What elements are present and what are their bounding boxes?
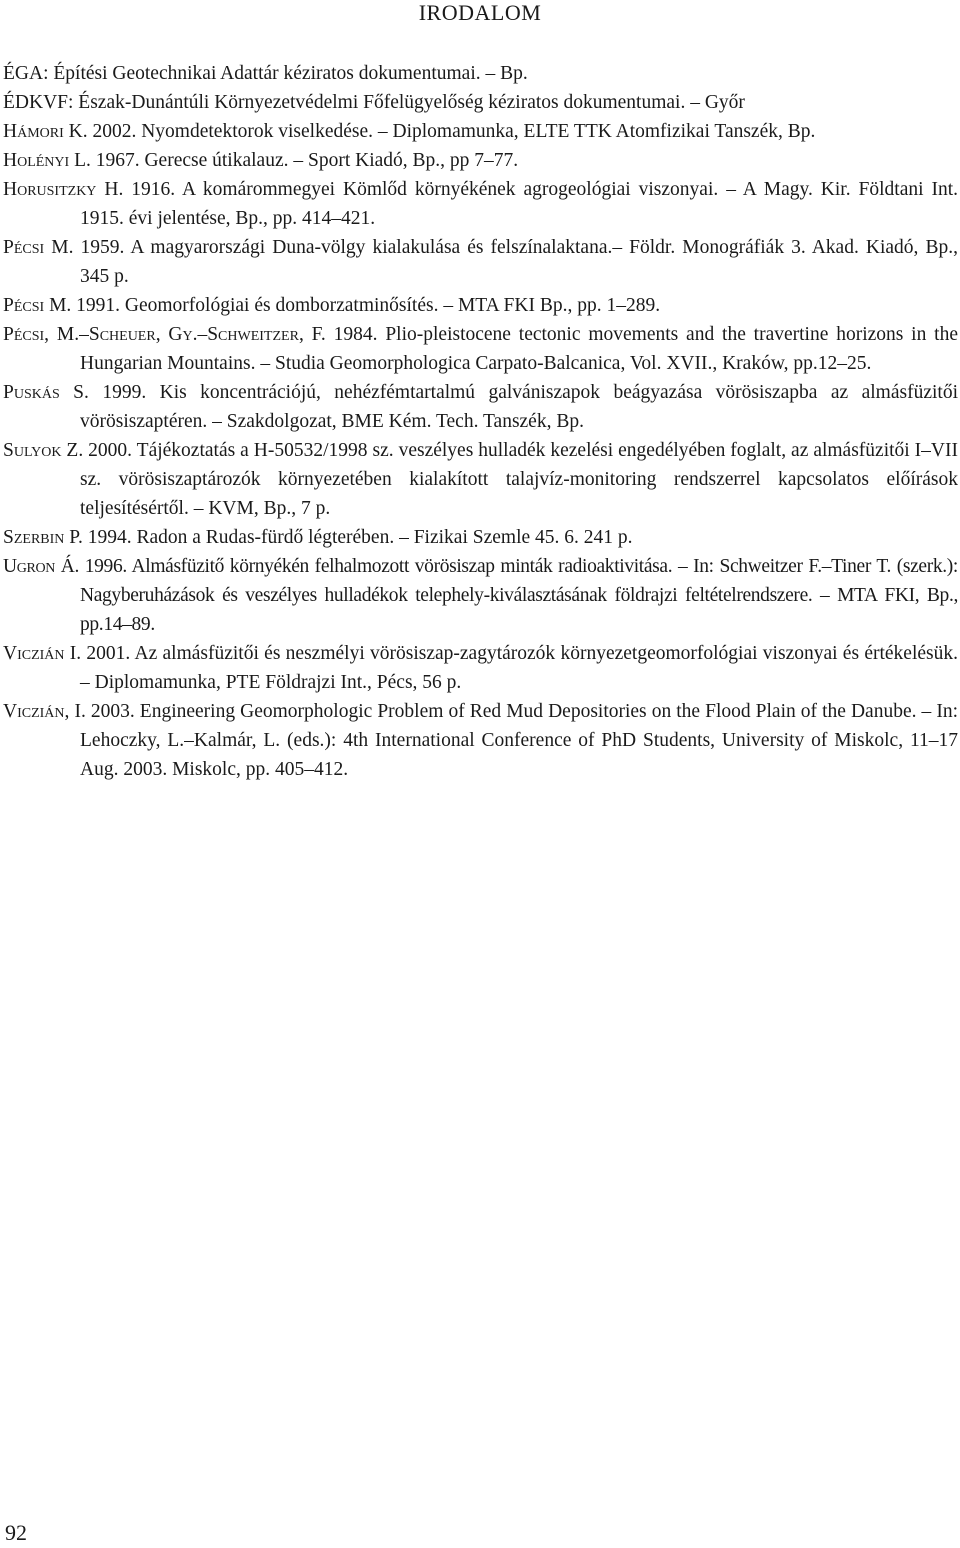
reference-text: : Építési Geotechnikai Adattár kéziratos dokumentumai. – Bp. (43, 63, 528, 84)
reference-author: Pécsi (3, 237, 45, 258)
reference-entry (3, 146, 958, 175)
reference-text: I. 2001. Az almásfüzitői és neszmélyi vörösiszap-zagytározók környezetgeomorfológiai viszonyai és értékelésük. – Diplomamunka, PTE Földrajzi Int., Pécs, 56 p. (64, 643, 958, 693)
reference-entry (3, 639, 958, 697)
reference-entry (3, 291, 958, 320)
reference-author: Puskás (3, 382, 60, 403)
reference-author: Pécsi, M.–Scheuer, Gy.–Schweitzer (3, 324, 299, 345)
reference-author: Szerbin (3, 527, 65, 548)
reference-author: Viczián (3, 701, 65, 722)
reference-author: Hámori (3, 121, 64, 142)
reference-entry (3, 117, 958, 146)
reference-author: Viczián (3, 643, 65, 664)
reference-text: K. 2002. Nyomdetektorok viselkedése. – Diplomamunka, ELTE TTK Atomfizikai Tanszék, Bp. (63, 121, 816, 142)
reference-entry (3, 436, 958, 523)
reference-author: Horusitzky (3, 179, 97, 200)
reference-list (3, 59, 958, 784)
reference-entry (3, 697, 958, 784)
reference-entry (3, 320, 958, 378)
reference-entry (3, 233, 958, 291)
reference-author: Pécsi (3, 295, 45, 316)
reference-author: ÉGA (3, 63, 44, 84)
reference-entry (3, 59, 958, 88)
reference-text: M. 1959. A magyarországi Duna-völgy kialakulása és felszínalaktana.– Földr. Monográfiák 3. Akad. Kiadó, Bp., 345 p. (44, 237, 958, 287)
reference-entry (3, 378, 958, 436)
page-title: IRODALOM (418, 0, 542, 25)
reference-entry (3, 175, 958, 233)
reference-entry (3, 523, 958, 552)
reference-author: Sulyok (3, 440, 62, 461)
reference-text: M. 1991. Geomorfológiai és domborzatminősítés. – MTA FKI Bp., pp. 1–289. (44, 295, 661, 316)
reference-text: Á. 1996. Almásfüzitő környékén felhalmozott vörösiszap minták radioaktivitása. – In: Schweitzer F.–Tiner T. (szerk.): Nagyberuházások és veszélyes hulladékok telephely-kiválasztásának földrajzi feltételrendszere. – MTA FKI, Bp., pp.14–89. (55, 556, 958, 635)
reference-text: Z. 2000. Tájékoztatás a H-50532/1998 sz. veszélyes hulladék kezelési engedélyében foglalt, az almásfüzitői I–VII sz. vörösiszaptározók környezetében kialakított talajvíz-monitoring rendszerrel kapcsolatos előírások teljesítésértől. – KVM, Bp., 7 p. (61, 440, 958, 519)
reference-text: , I. 2003. Engineering Geomorphologic Problem of Red Mud Depositories on the Flood Plain of the Danube. – In: Lehoczky, L.–Kalmár, L. (eds.): 4th International Conference of PhD Students, University of Miskolc, 11–17 Aug. 2003. Miskolc, pp. 405–412. (64, 701, 958, 780)
reference-entry (3, 88, 958, 117)
reference-author: ÉDKVF (3, 92, 69, 113)
reference-entry (3, 552, 958, 639)
reference-text: , F. 1984. Plio-pleistocene tectonic movements and the travertine horizons in the Hungarian Mountains. – Studia Geomorphologica Carpato-Balcanica, Vol. XVII., Kraków, pp.12–25. (80, 324, 959, 374)
reference-text: L. 1967. Gerecse útikalauz. – Sport Kiadó, Bp., pp 7–77. (69, 150, 519, 171)
reference-text: : Észak-Dunántúli Környezetvédelmi Főfelügyelőség kéziratos dokumentumai. – Győr (68, 92, 745, 113)
reference-text: P. 1994. Radon a Rudas-fürdő légterében. – Fizikai Szemle 45. 6. 241 p. (64, 527, 633, 548)
reference-text: H. 1916. A komárommegyei Kömlőd környékének agrogeológiai viszonyai. – A Magy. Kir. Földtani Int. 1915. évi jelentése, Bp., pp. 414–421. (80, 179, 958, 229)
page-number: 92 (5, 1520, 27, 1545)
reference-author: Ugron (3, 556, 56, 577)
reference-author: Holényi (3, 150, 70, 171)
reference-text: S. 1999. Kis koncentrációjú, nehézfémtartalmú galvániszapok beágyazása vörösiszapba az almásfüzitői vörösiszaptéren. – Szakdolgozat, BME Kém. Tech. Tanszék, Bp. (59, 382, 958, 432)
